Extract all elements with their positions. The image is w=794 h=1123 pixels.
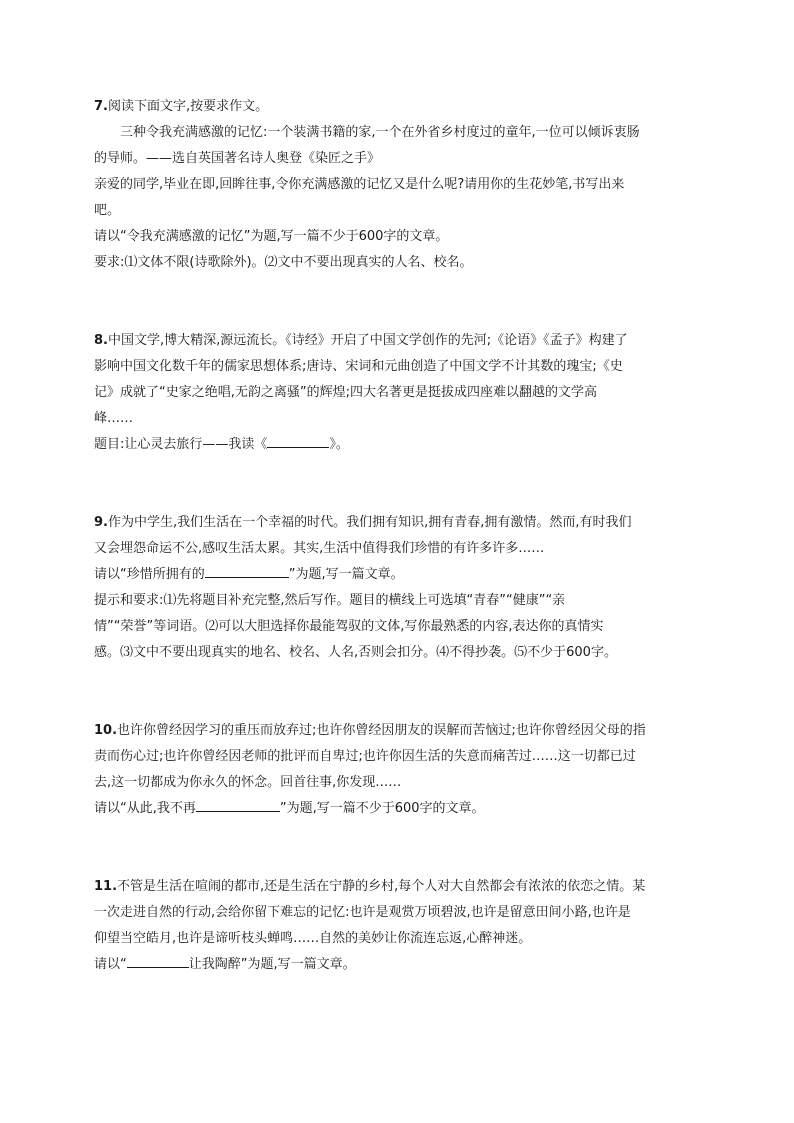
spacer	[94, 666, 698, 718]
q8-fill-blank[interactable]	[267, 433, 329, 448]
q9-text-1: 作为中学生,我们生活在一个幸福的时代。我们拥有知识,拥有青春,拥有激情。然而,有时我们	[107, 515, 632, 530]
question-7	[94, 94, 698, 276]
q11-title-pre: 请以“	[94, 957, 127, 972]
q11-title-line	[94, 952, 698, 978]
q9-tip-line-1: 提示和要求:⑴先将题目补充完整,然后写作。题目的横线上可选填“青春”“健康”“亲	[94, 593, 566, 608]
q11-line-3: 仰望当空皓月,也许是谛听枝头蝉鸣……自然的美妙让你流连忘返,心醉神迷。	[94, 931, 532, 946]
q8-number: 8.	[94, 333, 108, 348]
q10-line-3: 去,这一切都成为你永久的怀念。回首往事,你发现……	[94, 775, 402, 790]
q10-fill-blank[interactable]	[196, 797, 280, 812]
q8-title-post: 》。	[329, 437, 349, 452]
q7-title-line: 请以“令我充满感激的记忆”为题,写一篇不少于600字的文章。	[94, 229, 449, 244]
q10-title-post: ”为题,写一篇不少于600字的文章。	[279, 801, 485, 816]
q9-fill-blank[interactable]	[205, 563, 289, 578]
spacer	[94, 822, 698, 874]
q10-line-2: 责而伤心过;也许你曾经因老师的批评而自卑过;也许你因生活的失意而痛苦过……这一切都已过	[94, 749, 636, 764]
question-10	[94, 718, 698, 822]
q10-title-pre: 请以“从此,我不再	[94, 801, 196, 816]
q8-line-2: 影响中国文化数千年的儒家思想体系;唐诗、宋词和元曲创造了中国文学不计其数的瑰宝;《史	[94, 359, 623, 374]
question-9	[94, 510, 698, 666]
q8-line-1	[94, 328, 698, 354]
question-8	[94, 328, 698, 458]
q11-text-1: 不管是生活在喧闹的都市,还是生活在宁静的乡村,每个人对大自然都会有浓浓的依恋之情。某	[117, 879, 646, 894]
q11-title-post: 让我陶醉”为题,写一篇文章。	[188, 957, 356, 972]
q7-prompt: 阅读下面文字,按要求作文。	[107, 99, 269, 114]
q7-para-line-2: 吧。	[94, 203, 121, 218]
q9-title-post: ”为题,写一篇文章。	[288, 567, 404, 582]
q7-quote-line-1: 三种令我充满感激的记忆:一个装满书籍的家,一个在外省乡村度过的童年,一位可以倾诉衷肠	[120, 125, 640, 140]
q8-title-pre: 题目:让心灵去旅行——我读《	[94, 437, 268, 452]
q7-number: 7.	[94, 99, 108, 114]
spacer	[94, 458, 698, 510]
q9-title-line	[94, 562, 698, 588]
q8-title-line	[94, 432, 698, 458]
q10-text-1: 也许你曾经因学习的重压而放弃过;也许你曾经因朋友的误解而苦恼过;也许你曾经因父母的指	[117, 723, 646, 738]
q11-line-2: 一次走进自然的行动,会给你留下难忘的记忆:也许是观赏万顷碧波,也许是留意田间小路,也许是	[94, 905, 631, 920]
q9-title-pre: 请以“珍惜所拥有的	[94, 567, 205, 582]
q11-number: 11.	[94, 879, 118, 894]
q9-tip-line-3: 感。⑶文中不要出现真实的地名、校名、人名,否则会扣分。⑷不得抄袭。⑸不少于600字。	[94, 645, 617, 660]
q8-line-4: 峰……	[94, 411, 134, 426]
q9-line-2: 又会埋怨命运不公,感叹生活太累。其实,生活中值得我们珍惜的有许多许多……	[94, 541, 545, 556]
q8-line-3: 记》成就了“史家之绝唱,无韵之离骚”的辉煌;四大名著更是挺拔成四座难以翻越的文学高	[94, 385, 597, 400]
q10-line-1	[94, 718, 698, 744]
q7-prompt-line	[94, 94, 698, 120]
question-11	[94, 874, 698, 978]
q10-title-line	[94, 796, 698, 822]
q7-para-line-1: 亲爱的同学,毕业在即,回眸往事,令你充满感激的记忆又是什么呢?请用你的生花妙笔,书写出来	[94, 177, 625, 192]
q9-line-1	[94, 510, 698, 536]
q11-fill-blank[interactable]	[127, 953, 189, 968]
q11-line-1	[94, 874, 698, 900]
q7-requirements: 要求:⑴文体不限(诗歌除外)。⑵文中不要出现真实的人名、校名。	[94, 255, 473, 270]
spacer	[94, 276, 698, 328]
q9-number: 9.	[94, 515, 108, 530]
q10-number: 10.	[94, 723, 118, 738]
q9-tip-line-2: 情”“荣誉”等词语。⑵可以大胆选择你最能驾驭的文体,写你最熟悉的内容,表达你的真情实	[94, 619, 604, 634]
q7-quote-line-2: 的导师。——选自英国著名诗人奥登《染匠之手》	[94, 151, 381, 166]
document-page	[94, 94, 698, 978]
q8-text-1: 中国文学,博大精深,源远流长。《诗经》开启了中国文学创作的先河;《论语》《孟子》构建了	[107, 333, 628, 348]
